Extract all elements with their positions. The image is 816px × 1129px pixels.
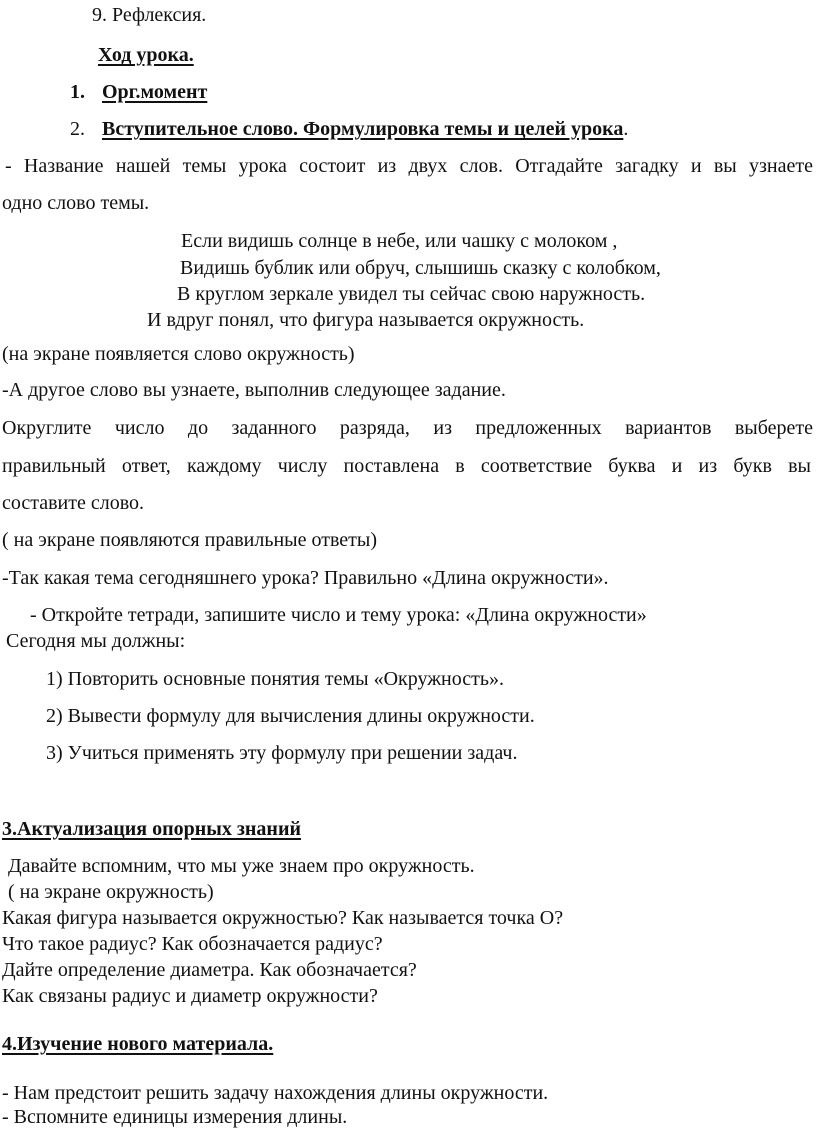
section-3-heading: 3.Актуализация опорных знаний: [2, 818, 302, 840]
riddle-line-3: В круглом зеркале увидел ты сейчас свою наружность.: [177, 283, 646, 305]
task-line-2: правильный ответ, каждому числу поставлена в соответствие буква и из букв вы: [2, 455, 811, 477]
goal-1: 1) Повторить основные понятия темы «Окружность».: [46, 668, 504, 690]
section-1-title: Орг.момент: [102, 81, 208, 103]
notebooks-instruction: - Откройте тетради, запишите число и тему урока: «Длина окружности»: [30, 604, 647, 626]
lesson-title: Ход урока.: [98, 44, 194, 66]
question-4: Как связаны радиус и диаметр окружности?: [2, 985, 378, 1007]
section-4-heading: 4.Изучение нового материала.: [2, 1033, 274, 1055]
riddle-line-2: Видишь бублик или обруч, слышишь сказку с колобком,: [180, 257, 661, 279]
section-2-number: 2.: [70, 118, 85, 140]
question-3: Дайте определение диаметра. Как обозначается?: [2, 959, 417, 981]
task-line-1: Округлите число до заданного разряда, из предложенных вариантов выберете: [2, 417, 813, 439]
recall-line: Давайте вспомним, что мы уже знаем про окружность.: [8, 855, 475, 877]
riddle-line-4: И вдруг понял, что фигура называется окружность.: [147, 309, 585, 331]
screen-note-1: (на экране появляется слово окружность): [2, 343, 355, 365]
today-label: Сегодня мы должны:: [6, 630, 186, 652]
goal-3: 3) Учиться применять эту формулу при решении задач.: [46, 742, 518, 764]
task-line-3: составите слово.: [2, 492, 145, 514]
question-2: Что такое радиус? Как обозначается радиус?: [2, 933, 383, 955]
section-1-heading: [70, 80, 207, 104]
section-2-heading: [70, 117, 628, 141]
new-material-line-2: - Вспомните единицы измерения длины.: [2, 1106, 348, 1128]
new-material-line-1: - Нам предстоит решить задачу нахождения длины окружности.: [2, 1082, 549, 1104]
screen-note-2: ( на экране появляются правильные ответы): [2, 529, 377, 551]
topic-question: -Так какая тема сегодняшнего урока? Правильно «Длина окружности».: [2, 567, 609, 589]
intro-line-1: - Название нашей темы урока состоит из двух слов. Отгадайте загадку и вы узнаете: [5, 155, 813, 177]
goal-2: 2) Вывести формулу для вычисления длины окружности.: [46, 705, 535, 727]
other-word-instruction: -А другое слово вы узнаете, выполнив следующее задание.: [2, 379, 506, 401]
question-1: Какая фигура называется окружностью? Как называется точка О?: [2, 907, 564, 929]
section-2-tail: .: [623, 118, 629, 140]
section-1-number: 1.: [70, 81, 85, 103]
reflection-item: 9. Рефлексия.: [92, 4, 207, 26]
intro-line-2: одно слово темы.: [2, 192, 150, 214]
section-2-title: Вступительное слово. Формулировка темы и целей урока: [102, 118, 624, 140]
riddle-line-1: Если видишь солнце в небе, или чашку с молоком ,: [181, 230, 618, 252]
screen-note-3: ( на экране окружность): [8, 881, 214, 903]
